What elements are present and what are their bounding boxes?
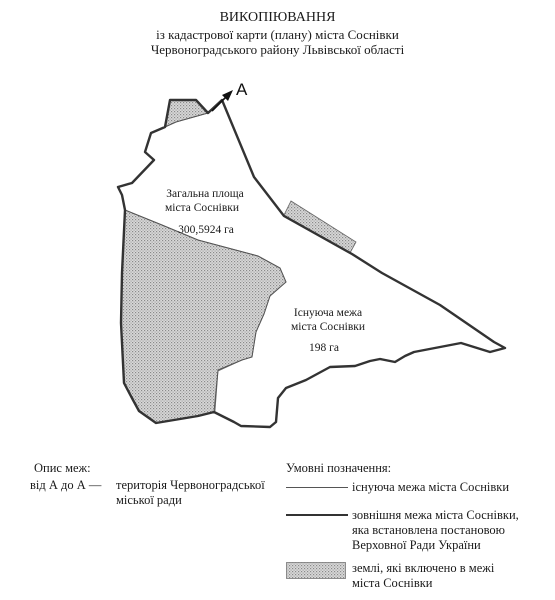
legend-item-outer-boundary-line3: Верховної Ради України [352, 538, 481, 552]
document-subtitle-line1: із кадастрової карти (плану) міста Соснівки [156, 27, 399, 42]
legend-item-outer-boundary-line1: зовнішня межа міста Соснівки, [352, 508, 519, 522]
legend-item-included-land-line2: міста Соснівки [352, 576, 433, 590]
existing-boundary-label-line1: Існуюча межа [293, 307, 363, 319]
document-title: ВИКОПІЮВАННЯ [219, 10, 336, 25]
total-area-label-line1: Загальна площа [166, 188, 244, 200]
boundary-description-heading: Опис меж: [34, 461, 91, 475]
boundary-segment-text-line1: територія Червоноградської [116, 478, 265, 492]
boundary-segment-text-line2: міської ради [116, 493, 182, 507]
legend-item-existing-boundary: існуюча межа міста Соснівки [352, 480, 510, 494]
legend-symbol-thick-line [286, 514, 348, 516]
total-area-value: 300,5924 га [178, 224, 234, 236]
included-land-area-northwest [165, 100, 208, 127]
existing-area-value: 198 га [309, 342, 339, 354]
included-land-area-northeast [284, 201, 356, 253]
existing-boundary-label-line2: міста Соснівки [290, 321, 366, 333]
legend-heading: Умовні позначення: [286, 461, 392, 475]
boundary-segment-label: від А до А — [30, 478, 102, 492]
legend-item-outer-boundary-line2: яка встановлена постановою [352, 523, 505, 537]
total-area-label-line2: міста Соснівки [164, 202, 240, 214]
legend-symbol-thin-line [286, 487, 348, 488]
legend-symbol-hatched-area [286, 562, 346, 579]
document-subtitle-line2: Червоноградського району Львівської області [150, 42, 405, 57]
legend-item-included-land-line1: землі, які включено в межі [352, 561, 495, 575]
arrow-a-label: А [236, 80, 248, 99]
